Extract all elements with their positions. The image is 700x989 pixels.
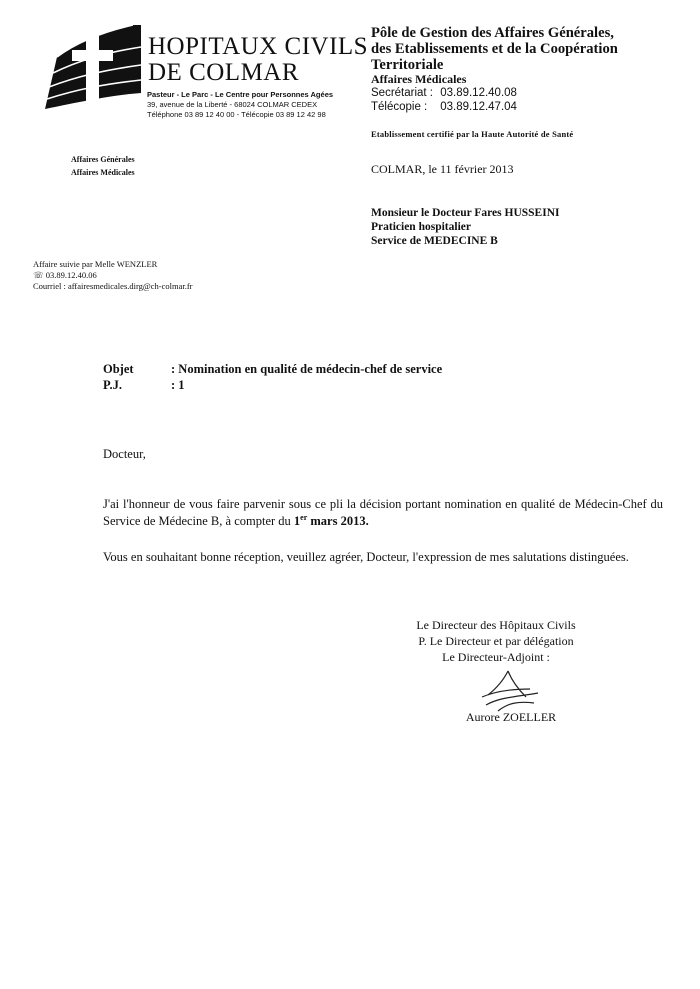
recipient-name: Monsieur le Docteur Fares HUSSEINI xyxy=(371,207,560,219)
phone-icon: ☏ xyxy=(33,270,44,280)
secretariat-value: 03.89.12.40.08 xyxy=(440,87,517,99)
fax-label: Télécopie : xyxy=(371,101,428,113)
hospital-phones: Téléphone 03 89 12 40 00 - Télécopie 03 89 12 42 98 xyxy=(147,110,326,119)
signature-line-2: P. Le Directeur et par délégation xyxy=(418,634,574,648)
hospital-sites: Pasteur - Le Parc - Le Centre pour Personnes Agées xyxy=(147,90,334,99)
service-affaires-medicales: Affaires Médicales xyxy=(71,168,135,177)
secretariat-label: Secrétariat : xyxy=(371,87,433,99)
secretariat-line xyxy=(371,87,517,100)
subject-row xyxy=(103,361,442,377)
recipient-title: Praticien hospitalier xyxy=(371,221,471,233)
handwritten-signature xyxy=(468,667,558,715)
attachment-value: : 1 xyxy=(171,378,185,392)
signer-name: Aurore ZOELLER xyxy=(465,710,557,724)
body-paragraph-1-text: J'ai l'honneur de vous faire parvenir sous ce pli la décision portant nomination en qualité de Médecin-Chef du Service de Médecine B, à compter du xyxy=(103,497,663,528)
attachment-label: P.J. xyxy=(103,378,122,392)
signature-line-1: Le Directeur des Hôpitaux Civils xyxy=(416,618,576,632)
hospital-address: 39, avenue de la Liberté - 68024 COLMAR CEDEX xyxy=(147,100,318,109)
subject-value: : Nomination en qualité de médecin-chef de service xyxy=(171,362,443,376)
followed-by-phone: 03.89.12.40.06 xyxy=(45,270,97,280)
signature-line-3: Le Directeur-Adjoint : xyxy=(442,650,550,664)
pole-title-line1: Pôle de Gestion des Affaires Générales, xyxy=(371,25,614,41)
fax-value: 03.89.12.47.04 xyxy=(440,101,517,113)
pole-title xyxy=(371,25,618,73)
body-paragraph-2: Vous en souhaitant bonne réception, veuillez agréer, Docteur, l'expression de mes salutations distinguées. xyxy=(103,550,629,564)
effective-date xyxy=(294,514,369,528)
body-paragraph-1 xyxy=(103,496,663,530)
pole-service: Affaires Médicales xyxy=(371,72,467,86)
attachment-row xyxy=(103,377,442,393)
followed-by-phone-line xyxy=(33,270,97,281)
salutation: Docteur, xyxy=(103,447,146,461)
certification-note: Etablissement certifié par la Haute Autorité de Santé xyxy=(371,129,574,139)
hospital-logo xyxy=(43,23,143,109)
brand-line-2: DE COLMAR xyxy=(148,59,300,86)
followed-by-email: Courriel : affairesmedicales.dirg@ch-colmar.fr xyxy=(33,281,193,291)
effective-date-sup: er xyxy=(300,512,308,522)
pole-title-line3: Territoriale xyxy=(371,57,444,73)
letter-date: COLMAR, le 11 février 2013 xyxy=(371,162,514,176)
service-affaires-generales: Affaires Générales xyxy=(71,155,135,164)
subject-block xyxy=(103,361,442,393)
fax-line xyxy=(371,101,517,114)
effective-date-day: 1 xyxy=(293,514,301,528)
subject-label: Objet xyxy=(103,362,134,376)
brand-line-1: HOPITAUX CIVILS xyxy=(148,33,369,60)
effective-date-rest: mars 2013. xyxy=(307,514,369,528)
followed-by: Affaire suivie par Melle WENZLER xyxy=(33,259,158,269)
recipient-service: Service de MEDECINE B xyxy=(371,235,498,247)
pole-title-line2: des Etablissements et de la Coopération xyxy=(371,41,618,57)
